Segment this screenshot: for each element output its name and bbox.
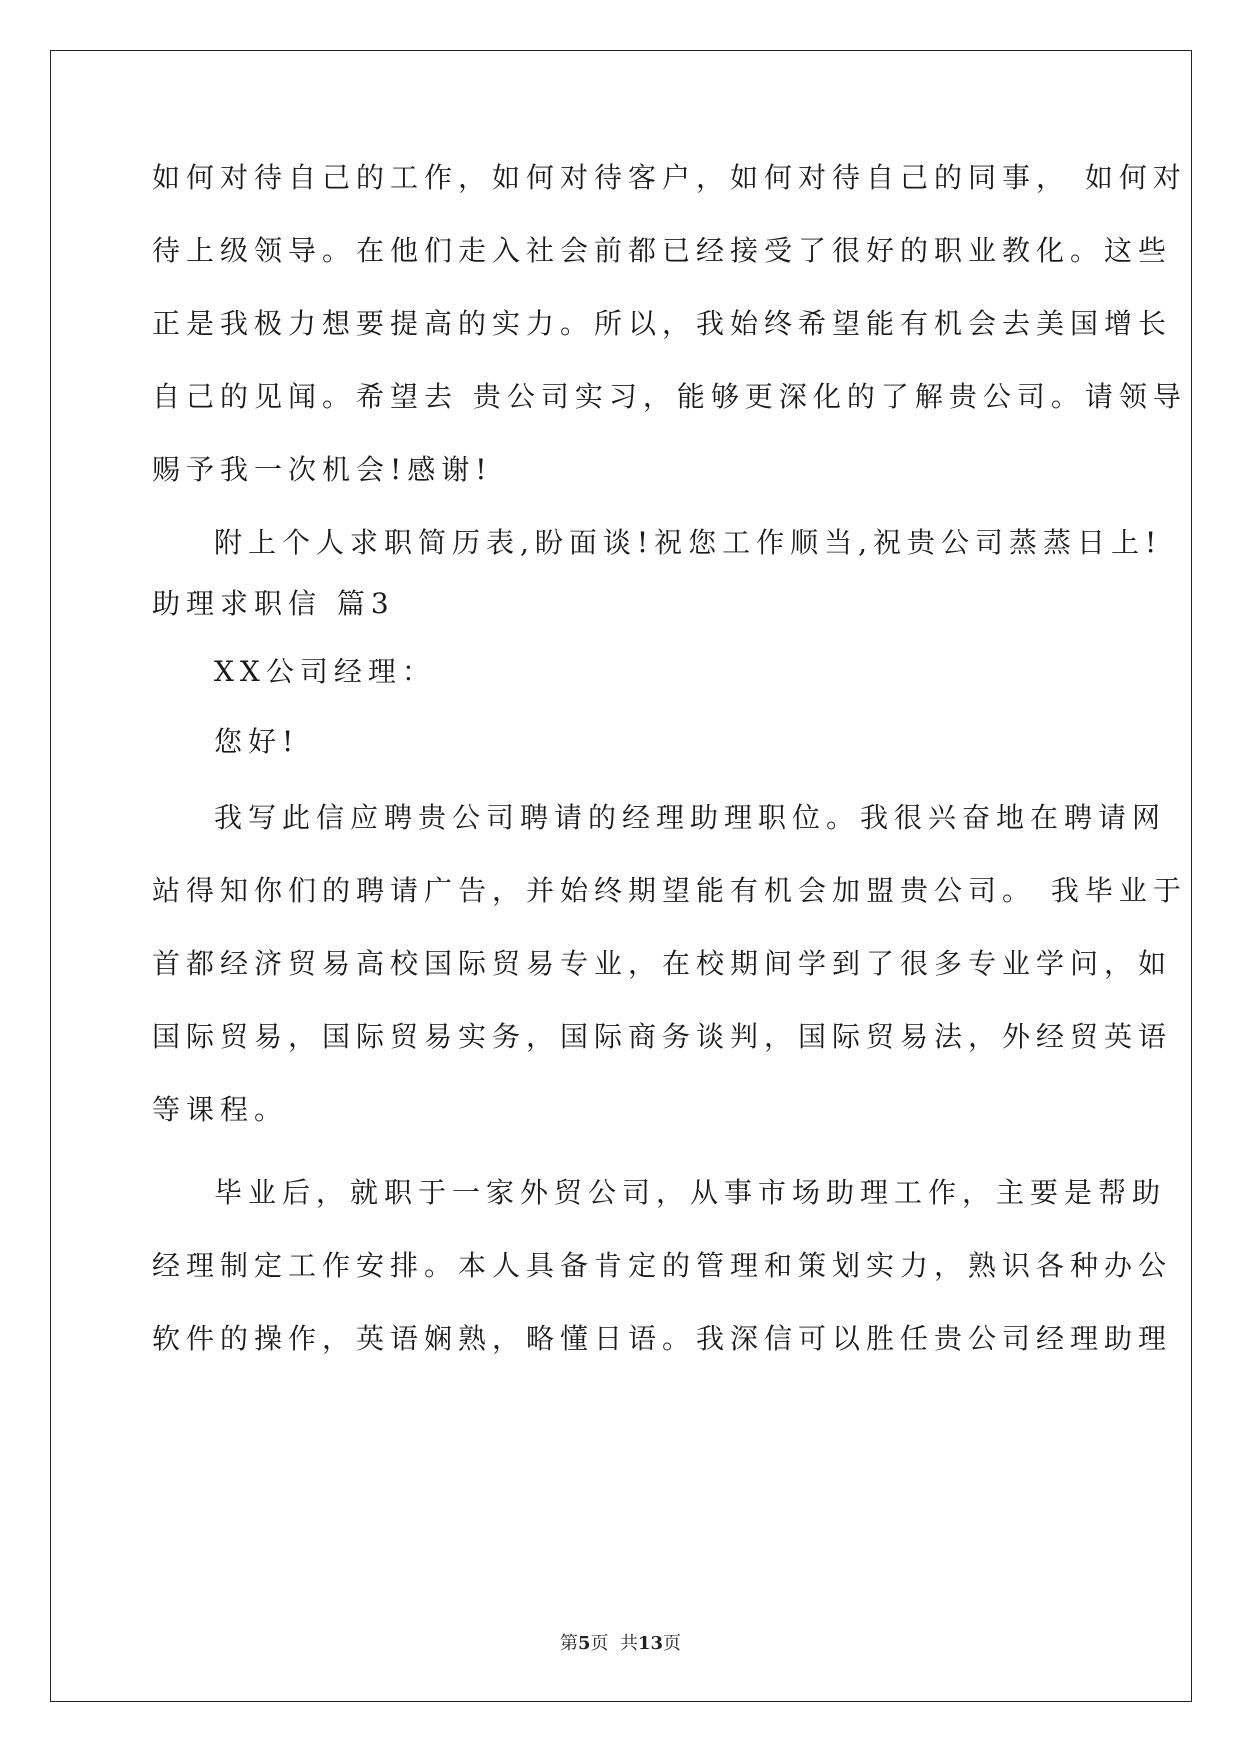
text-line: 我写此信应聘贵公司聘请的经理助理职位。我很兴奋地在聘请网 [214,801,1167,834]
footer-suffix: 页 [663,1633,682,1654]
text-line: 自己的见闻。希望去 贵公司实习，能够更深化的了解贵公司。请领导 [152,380,1187,413]
footer-prefix: 第 [559,1633,578,1654]
text-line: 经理制定工作安排。本人具备肯定的管理和策划实力，熟识各种办公 [152,1249,1173,1282]
text-line: 毕业后，就职于一家外贸公司，从事市场助理工作，主要是帮助 [214,1176,1167,1209]
text-line: 如何对待自己的工作，如何对待客户，如何对待自己的同事， 如何对 [152,161,1187,194]
footer-middle: 页 共 [590,1633,638,1654]
text-line: 等课程。 [152,1093,289,1126]
text-line: 站得知你们的聘请广告，并始终期望能有机会加盟贵公司。 我毕业于 [152,874,1187,907]
footer-total-pages: 13 [637,1633,664,1654]
text-line: 待上级领导。在他们走入社会前都已经接受了很好的职业教化。这些 [152,234,1173,267]
text-line: 助理求职信 篇3 [152,587,395,620]
text-line: 附上个人求职简历表,盼面谈!祝您工作顺当,祝贵公司蒸蒸日上! [214,526,1163,559]
text-line: 国际贸易，国际贸易实务，国际商务谈判，国际贸易法，外经贸英语 [152,1020,1173,1053]
page-footer [0,1632,1241,1656]
text-line: 您好! [214,725,300,758]
footer-page-number: 5 [577,1633,591,1654]
text-line: 首都经济贸易高校国际贸易专业，在校期间学到了很多专业学问，如 [152,947,1173,980]
text-line: 正是我极力想要提高的实力。所以，我始终希望能有机会去美国增长 [152,307,1173,340]
text-line: XX公司经理： [214,655,436,688]
text-line: 赐予我一次机会!感谢! [152,453,493,486]
text-line: 软件的操作，英语娴熟，略懂日语。我深信可以胜任贵公司经理助理 [152,1322,1173,1355]
